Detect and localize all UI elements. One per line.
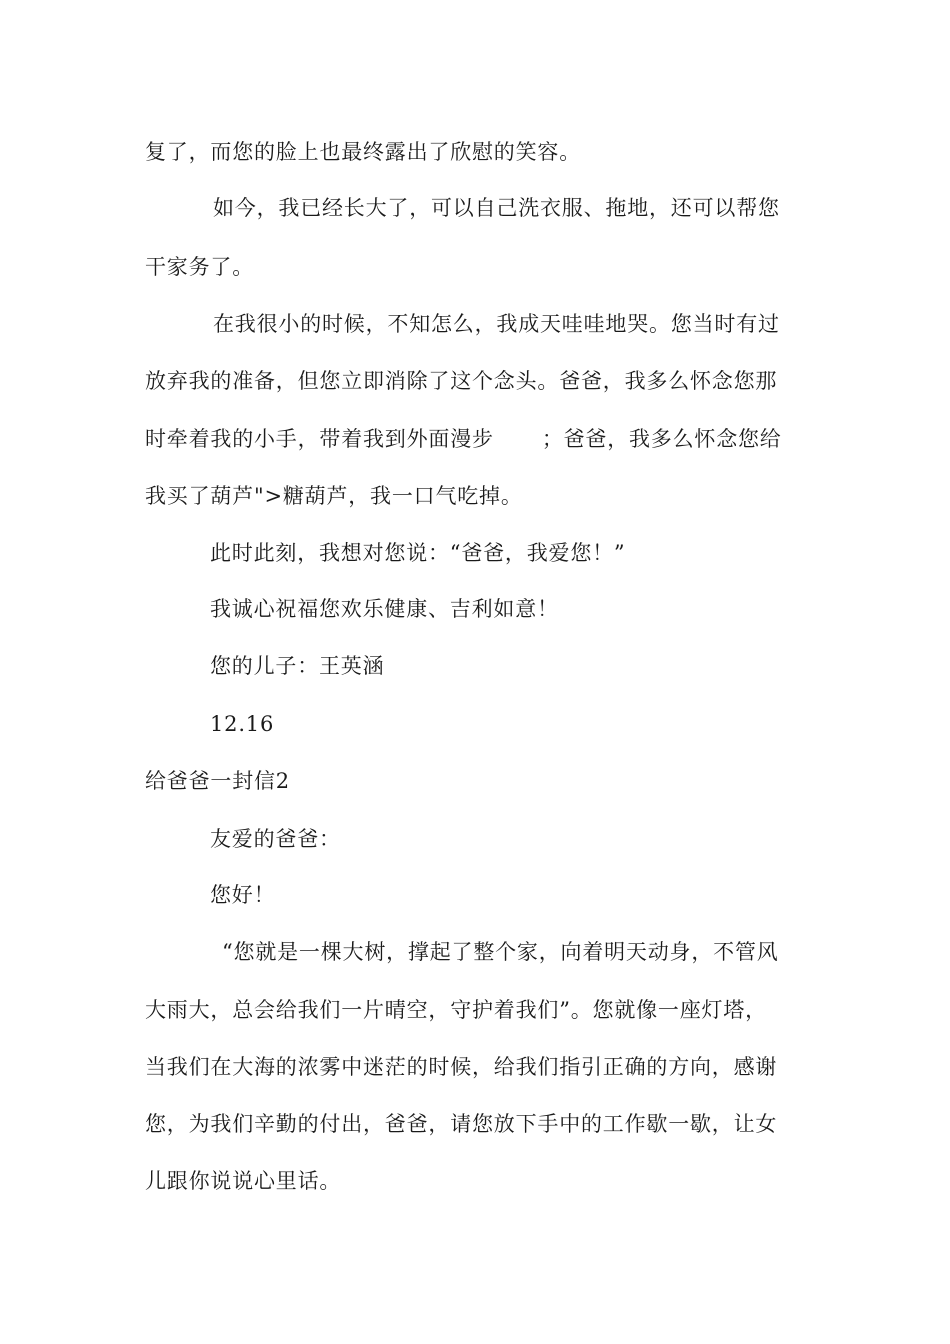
paragraph-line: 干家务了。 <box>145 255 254 279</box>
letter-heading: 给爸爸一封信2 <box>145 769 290 793</box>
salutation-line: 友爱的爸爸： <box>210 827 341 851</box>
paragraph-line: 儿跟你说说心里话。 <box>145 1169 342 1193</box>
paragraph-line <box>145 424 815 454</box>
paragraph-line: 我诚心祝福您欢乐健康、吉利如意！ <box>210 597 559 621</box>
paragraph-line-part: ；爸爸，我多么怀念您给 <box>541 427 782 451</box>
paragraph-line-part: 时牵着我的小手，带着我到外面漫步 <box>145 427 494 451</box>
paragraph-line: 在我很小的时候，不知怎么，我成天哇哇地哭。您当时有过 <box>213 312 780 336</box>
paragraph-line: 您，为我们辛勤的付出，爸爸，请您放下手中的工作歇一歇，让女 <box>145 1112 778 1136</box>
paragraph-line: 当我们在大海的浓雾中迷茫的时候，给我们指引正确的方向，感谢 <box>145 1055 778 1079</box>
greeting-line: 您好！ <box>210 883 276 907</box>
paragraph-line: 此时此刻，我想对您说：“爸爸，我爱您！” <box>210 541 626 565</box>
paragraph-line: “您就是一棵大树，撑起了整个家，向着明天动身，不管风 <box>222 940 779 964</box>
signature-line: 您的儿子：王英涵 <box>210 654 385 678</box>
paragraph-line: 我买了葫芦">糖葫芦，我一口气吃掉。 <box>145 484 523 508</box>
paragraph-line: 如今，我已经长大了，可以自己洗衣服、拖地，还可以帮您 <box>213 196 780 220</box>
paragraph-line: 放弃我的准备，但您立即消除了这个念头。爸爸，我多么怀念您那 <box>145 369 778 393</box>
paragraph-line: 复了，而您的脸上也最终露出了欣慰的笑容。 <box>145 140 581 164</box>
paragraph-line: 大雨大，总会给我们一片晴空，守护着我们”。您就像一座灯塔， <box>145 998 767 1022</box>
date-line: 12.16 <box>210 712 275 736</box>
